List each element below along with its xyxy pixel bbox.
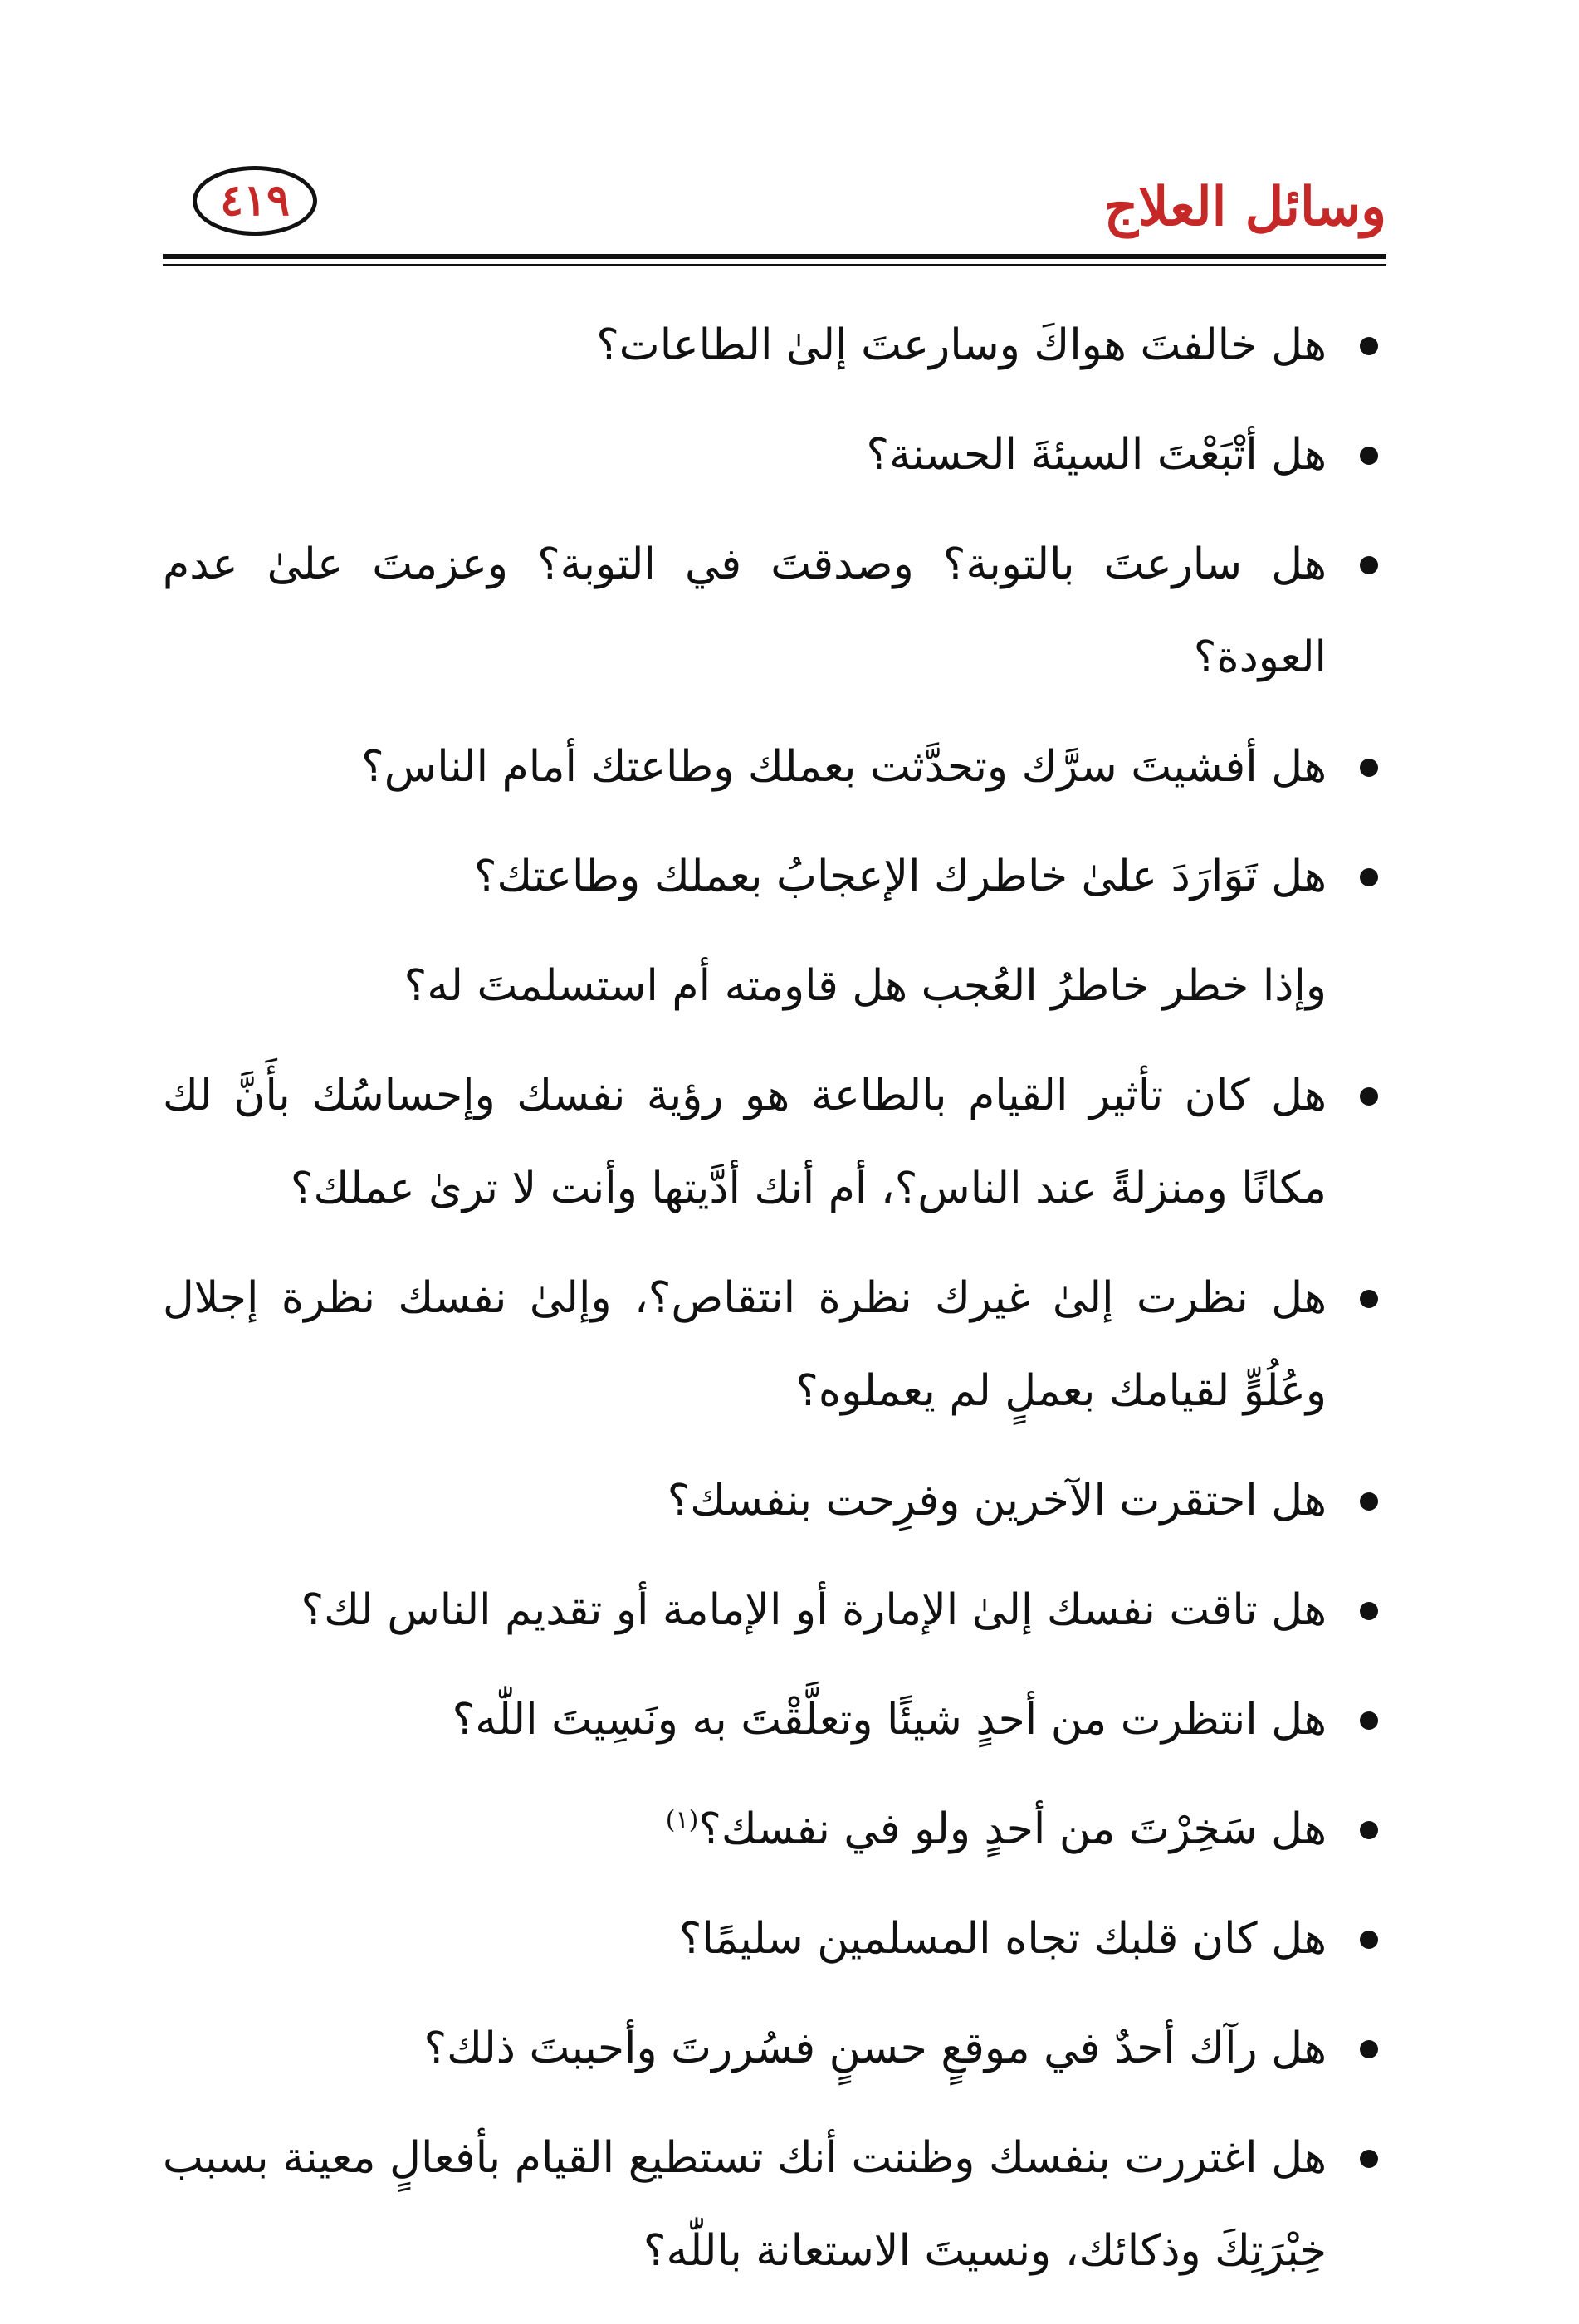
continuation-line [163, 940, 1386, 1033]
chapter-title: وسائل العلاج [1103, 176, 1386, 238]
item-text: هل كان تأثير القيام بالطاعة هو رؤية نفسك وإحساسُك بأَنَّ لك مكانًا ومنزلةً عند الناس؟، أم أنك أدَّيتها وأنت لا ترىٰ عملك؟ [163, 1071, 1327, 1213]
bullet-icon [1360, 759, 1378, 777]
item-text: هل نظرت إلىٰ غيرك نظرة انتقاص؟، وإلىٰ نفسك نظرة إجلال وعُلُوٍّ لقيامك بعملٍ لم يعملوه؟ [163, 1273, 1327, 1416]
item-text: هل سَخِرْتَ من أحدٍ ولو في نفسك؟ [698, 1804, 1327, 1854]
bullet-icon [1360, 556, 1378, 574]
item-text: هل أفشيتَ سرَّك وتحدَّثت بعملك وطاعتك أمام الناس؟ [361, 742, 1327, 792]
question-list [163, 299, 1386, 2314]
page-number: ٤١٩ [220, 175, 290, 226]
item-text: هل تاقت نفسك إلىٰ الإمارة أو الإمامة أو تقديم الناس لك؟ [301, 1585, 1327, 1635]
item-text: هل رآك أحدٌ في موقعٍ حسنٍ فسُررتَ وأحببتَ ذلك؟ [423, 2024, 1327, 2073]
bullet-icon [1360, 1602, 1378, 1620]
bullet-icon [1360, 868, 1378, 886]
item-text: هل خالفتَ هواكَ وسارعتَ إلىٰ الطاعات؟ [596, 320, 1327, 370]
list-item [163, 1454, 1386, 1547]
list-item [163, 1049, 1386, 1235]
list-item [163, 299, 1386, 392]
item-text: هل انتظرت من أحدٍ شيئًا وتعلَّقْتَ به ونَسِيتَ اللّٰه؟ [452, 1695, 1327, 1745]
bullet-icon [1360, 1821, 1378, 1839]
list-item [163, 1252, 1386, 1438]
item-text: هل أتْبَعْتَ السيئةَ الحسنة؟ [866, 430, 1327, 480]
bullet-icon [1360, 1290, 1378, 1308]
list-item [163, 1564, 1386, 1657]
list-item [163, 518, 1386, 704]
list-item [163, 720, 1386, 813]
header-rule-thin [163, 264, 1386, 266]
bullet-icon [1360, 2150, 1378, 2168]
list-item [163, 2002, 1386, 2095]
list-item [163, 1783, 1386, 1876]
bullet-icon [1360, 1931, 1378, 1949]
list-item [163, 1673, 1386, 1766]
item-text: هل تَوَارَدَ علىٰ خاطرك الإعجابُ بعملك وطاعتك؟ [473, 852, 1327, 901]
item-text: هل كان قلبك تجاه المسلمين سليمًا؟ [678, 1914, 1327, 1964]
bullet-icon [1360, 1492, 1378, 1511]
bullet-icon [1360, 1711, 1378, 1730]
page-header [193, 166, 1386, 249]
list-item [163, 2112, 1386, 2297]
page-number-badge [193, 166, 317, 236]
footnote-marker[interactable]: (١) [665, 1805, 699, 1835]
header-rule-thick [163, 254, 1386, 259]
bullet-icon [1360, 2040, 1378, 2058]
item-text: هل اغتررت بنفسك وظننت أنك تستطيع القيام بأفعالٍ معينة بسبب خِبْرَتِكَ وذكائك، ونسيتَ الاستعانة باللّٰه؟ [163, 2133, 1327, 2276]
list-item [163, 830, 1386, 923]
bullet-icon [1360, 337, 1378, 355]
bullet-icon [1360, 447, 1378, 465]
item-text: هل سارعتَ بالتوبة؟ وصدقتَ في التوبة؟ وعزمتَ علىٰ عدم العودة؟ [163, 540, 1327, 682]
item-text: هل احتقرت الآخرين وفرِحت بنفسك؟ [667, 1476, 1327, 1526]
list-item [163, 408, 1386, 501]
bullet-icon [1360, 1087, 1378, 1106]
list-item [163, 1892, 1386, 1985]
continuation-text: وإذا خطر خاطرُ العُجب هل قاومته أم استسلمتَ له؟ [403, 961, 1327, 1011]
